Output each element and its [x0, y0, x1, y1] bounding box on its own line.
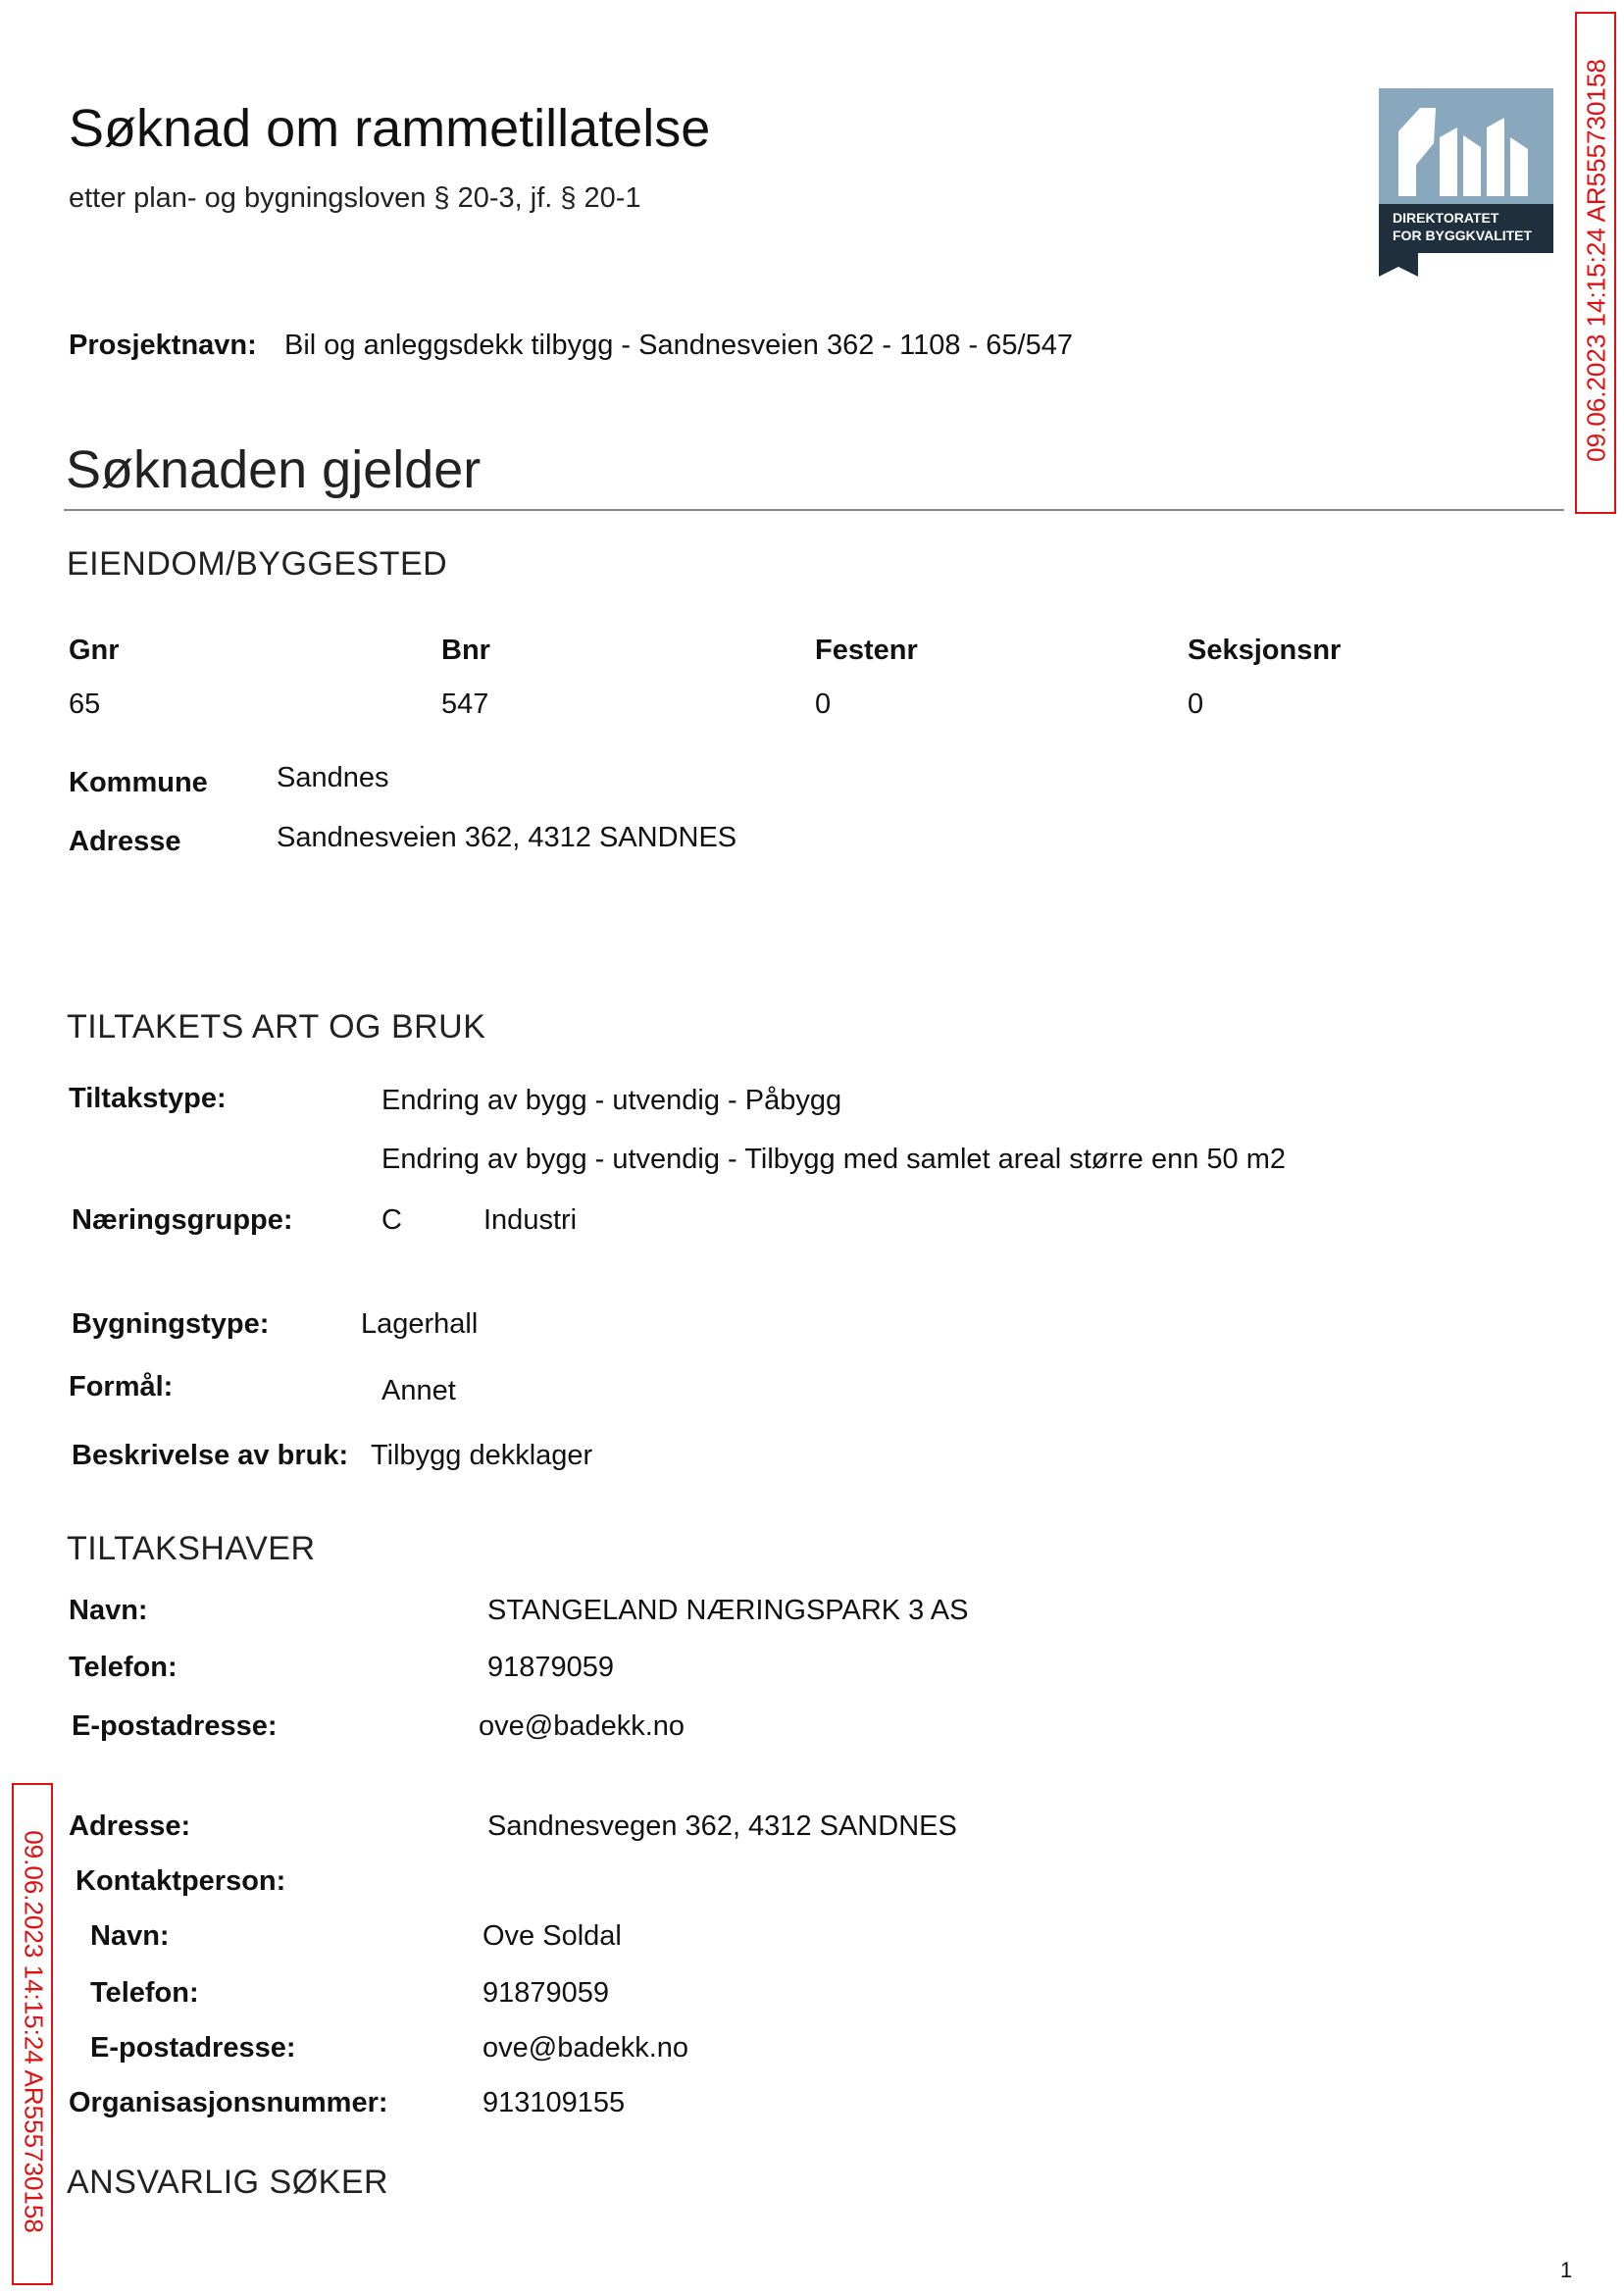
tiltakshaver-telefon-label: Telefon: [69, 1652, 178, 1683]
beskrivelse-value: Tilbygg dekklager [371, 1440, 593, 1471]
formal-label: Formål: [69, 1371, 174, 1402]
tiltakshaver-adresse: Sandnesvegen 362, 4312 SANDNES [487, 1810, 957, 1842]
adresse-value: Sandnesveien 362, 4312 SANDNES [277, 822, 737, 853]
kontakt-epost: ove@badekk.no [482, 2032, 689, 2064]
tiltakshaver-navn-label: Navn: [69, 1595, 148, 1626]
logo-line-2: FOR BYGGKVALITET [1393, 228, 1533, 243]
tiltakstype-label: Tiltakstype: [69, 1083, 227, 1114]
naeringsgruppe-value: Industri [483, 1204, 578, 1236]
heading-tiltak: TILTAKETS ART OG BRUK [67, 1008, 486, 1045]
stamp-text-top: 09.06.2023 14:15:24 AR555730158 [1581, 59, 1611, 462]
stamp-text-bottom: 09.06.2023 14:15:24 AR555730158 [19, 1830, 49, 2233]
value-gnr: 65 [69, 688, 101, 720]
orgnr-value: 913109155 [482, 2087, 626, 2118]
heading-tiltakshaver: TILTAKSHAVER [67, 1530, 316, 1567]
bygningstype-label: Bygningstype: [72, 1308, 270, 1340]
col-seksjonsnr: Seksjonsnr [1188, 635, 1342, 666]
tiltakshaver-epost: ove@badekk.no [479, 1710, 685, 1742]
section-title: Søknaden gjelder [66, 440, 482, 499]
col-festenr: Festenr [815, 635, 918, 666]
orgnr-label: Organisasjonsnummer: [69, 2087, 388, 2118]
project-label: Prosjektnavn: [69, 330, 257, 361]
document-title: Søknad om rammetillatelse [69, 99, 711, 158]
dibk-logo [1379, 88, 1553, 277]
timestamp-stamp-bottom [12, 1783, 53, 2285]
kommune-label: Kommune [69, 767, 208, 798]
col-bnr: Bnr [441, 635, 490, 666]
document-subtitle: etter plan- og bygningsloven § 20-3, jf. § 20-1 [69, 182, 641, 214]
kontakt-telefon: 91879059 [482, 1977, 610, 2009]
naeringsgruppe-label: Næringsgruppe: [72, 1204, 293, 1236]
kontakt-navn-label: Navn: [90, 1920, 170, 1952]
formal-value: Annet [381, 1375, 456, 1406]
project-name: Bil og anleggsdekk tilbygg - Sandnesveien 362 - 1108 - 65/547 [284, 330, 1073, 361]
page-number: 1 [1560, 2258, 1573, 2282]
kontakt-navn: Ove Soldal [482, 1920, 622, 1952]
tiltakstype-value-1: Endring av bygg - utvendig - Påbygg [381, 1085, 842, 1116]
naeringsgruppe-code: C [381, 1204, 402, 1236]
bygningstype-value: Lagerhall [361, 1308, 479, 1340]
dibk-logo-graphic [1379, 88, 1553, 277]
value-festenr: 0 [815, 688, 832, 720]
tiltakshaver-navn: STANGELAND NÆRINGSPARK 3 AS [487, 1595, 969, 1626]
tiltakshaver-epost-label: E-postadresse: [72, 1710, 278, 1742]
timestamp-stamp-top [1575, 12, 1616, 514]
col-gnr: Gnr [69, 635, 120, 666]
heading-ansvarlig-soker: ANSVARLIG SØKER [67, 2164, 389, 2201]
kontaktperson-label: Kontaktperson: [76, 1865, 286, 1897]
value-seksjonsnr: 0 [1188, 688, 1204, 720]
logo-line-1: DIREKTORATET [1393, 210, 1499, 226]
heading-eiendom: EIENDOM/BYGGESTED [67, 545, 448, 583]
tiltakshaver-telefon: 91879059 [487, 1652, 615, 1683]
value-bnr: 547 [441, 688, 489, 720]
section-divider [64, 509, 1564, 511]
tiltakstype-value-2: Endring av bygg - utvendig - Tilbygg med samlet areal større enn 50 m2 [381, 1144, 1287, 1175]
kommune-value: Sandnes [277, 762, 389, 793]
adresse-label: Adresse [69, 826, 181, 857]
kontakt-telefon-label: Telefon: [90, 1977, 199, 2009]
kontakt-epost-label: E-postadresse: [90, 2032, 296, 2064]
tiltakshaver-adresse-label: Adresse: [69, 1810, 191, 1842]
beskrivelse-label: Beskrivelse av bruk: [72, 1440, 349, 1471]
